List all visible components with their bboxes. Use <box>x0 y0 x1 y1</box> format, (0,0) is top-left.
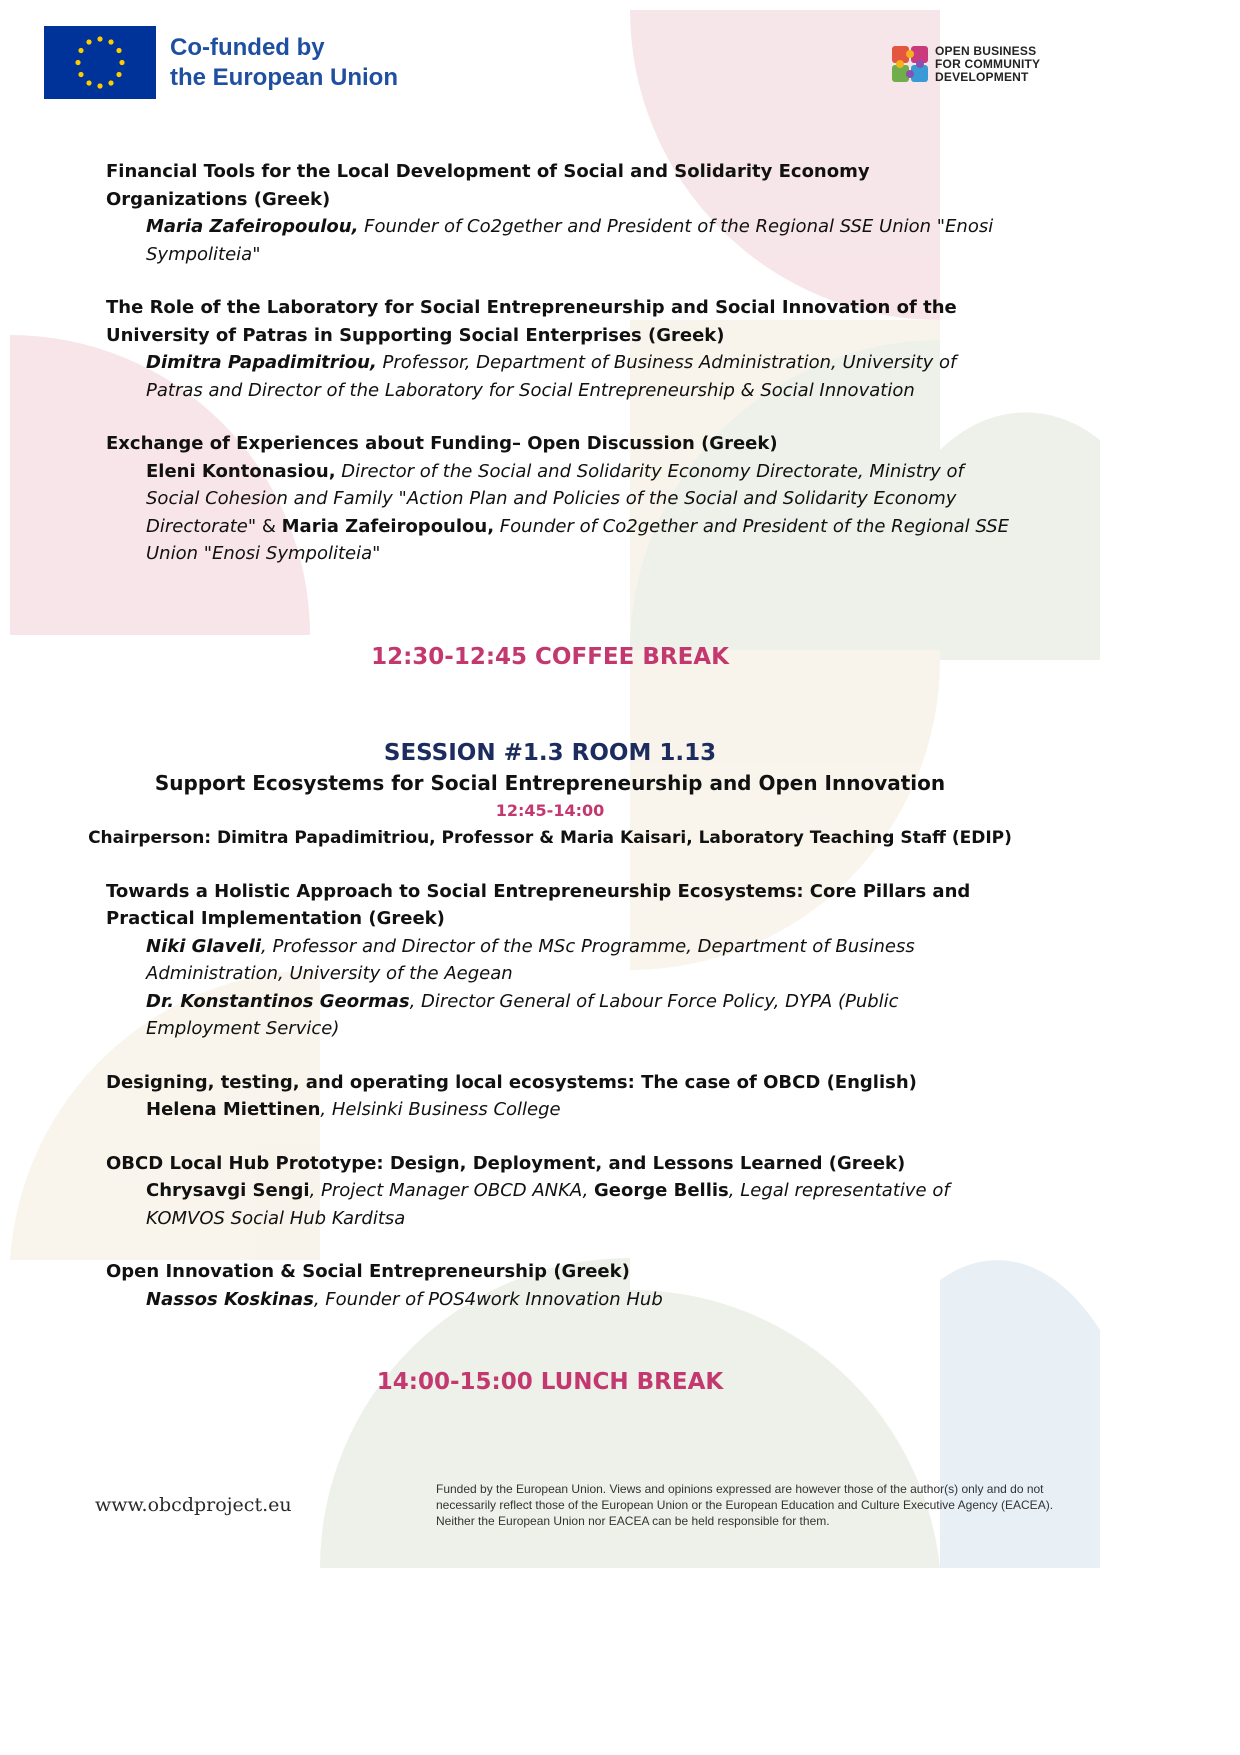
speaker-role: , Helsinki Business College <box>320 1099 561 1120</box>
talk-speakers <box>146 213 1011 268</box>
talk-item <box>106 1069 1011 1124</box>
talk-item <box>106 1258 1011 1313</box>
obcd-logo <box>890 44 1040 84</box>
speaker-name: Dr. Konstantinos Geormas <box>146 990 410 1012</box>
speaker-role: Founder of Co2gether and President of the Regional SSE Union "Enosi Sympoliteia" <box>146 216 994 265</box>
talk-item <box>106 878 1011 1043</box>
speaker-joiner: & <box>256 515 282 537</box>
speaker-role: , Professor and Director of the MSc Programme, Department of Business Administration, University of the Aegean <box>146 935 915 984</box>
talk-title: Exchange of Experiences about Funding– Open Discussion (Greek) <box>106 433 778 454</box>
speaker-role: Director of the Social and Solidarity Economy Directorate, Ministry of Social Cohesion and Family "Action Plan and Policies of the Social and Solidarity Economy Directorate" <box>146 460 964 537</box>
speaker-name: George Bellis <box>594 1180 729 1201</box>
puzzle-icon <box>890 44 930 84</box>
talk-title: The Role of the Laboratory for Social Entrepreneurship and Social Innovation of the University of Patras in Supporting Social Enterprises (Greek) <box>106 297 957 346</box>
funding-disclaimer: Funded by the European Union. Views and opinions expressed are however those of the author(s) only and do not necessarily reflect those of the European Union or the European Education and Culture Executive Agency (EACEA). Neither the European Union nor EACEA can be held responsible for them. <box>436 1482 1054 1528</box>
coffee-break-heading: 12:30-12:45 COFFEE BREAK <box>371 643 729 670</box>
speaker-role: Professor, Department of Business Administration, University of Patras and Director of the Laboratory for Social Entrepreneurship & Social Innovation <box>146 352 957 401</box>
speaker-name: Eleni Kontonasiou, <box>146 460 336 482</box>
session-title: Support Ecosystems for Social Entrepreneurship and Open Innovation <box>154 770 946 795</box>
website-link[interactable]: www.obcdproject.eu <box>95 1494 292 1516</box>
speaker-name: Maria Zafeiropoulou, <box>146 216 359 237</box>
eu-cofunded-logo <box>44 26 398 99</box>
speaker-role: , Director General of Labour Force Policy, DYPA (Public Employment Service) <box>146 990 899 1039</box>
talk-item <box>106 1150 1011 1233</box>
speaker-role: , Legal representative of KOMVOS Social Hub Karditsa <box>146 1180 950 1229</box>
obcd-logo-line1: OPEN BUSINESS <box>935 43 1037 58</box>
talk-item <box>106 294 1011 404</box>
talk-speakers <box>146 1286 1011 1314</box>
session-chairperson: Chairperson: Dimitra Papadimitriou, Professor & Maria Kaisari, Laboratory Teaching Staff (EDIP) <box>88 827 1012 848</box>
eu-logo-line1: Co-funded by <box>170 33 325 61</box>
speaker-name: Chrysavgi Sengi <box>146 1180 310 1201</box>
talk-speakers <box>146 458 1011 568</box>
session-heading: SESSION #1.3 ROOM 1.13 <box>383 739 717 766</box>
speaker-role: Founder of Co2gether and President of the Regional SSE Union "Enosi Sympoliteia" <box>146 515 1009 564</box>
talk-title: Financial Tools for the Local Development of Social and Solidarity Economy Organizations (Greek) <box>106 161 870 210</box>
talk-speakers <box>146 1096 1011 1124</box>
talk-speakers <box>146 988 1011 1043</box>
talk-title: Open Innovation & Social Entrepreneurship (Greek) <box>106 1261 630 1282</box>
talk-title: Designing, testing, and operating local ecosystems: The case of OBCD (English) <box>106 1071 917 1093</box>
speaker-name: Maria Zafeiropoulou, <box>281 515 495 537</box>
talk-title: Towards a Holistic Approach to Social Entrepreneurship Ecosystems: Core Pillars and Practical Implementation (Greek) <box>106 880 971 929</box>
talk-item <box>106 430 1011 568</box>
lunch-break-heading: 14:00-15:00 LUNCH BREAK <box>376 1369 724 1395</box>
talk-item <box>106 158 1011 268</box>
obcd-logo-line3: DEVELOPMENT <box>935 69 1029 84</box>
talk-speakers <box>146 349 1011 404</box>
programme-content <box>88 158 1012 1397</box>
eu-flag-icon <box>44 26 156 99</box>
talk-speakers <box>146 1177 1011 1232</box>
talk-speakers <box>146 933 1011 988</box>
speaker-name: Helena Miettinen <box>146 1099 321 1120</box>
speaker-role: , Founder of POS4work Innovation Hub <box>313 1288 663 1310</box>
speaker-role: , Project Manager OBCD ANKA, <box>309 1180 589 1201</box>
session-time: 12:45-14:00 <box>495 800 605 820</box>
speaker-name: Nassos Koskinas <box>146 1288 314 1310</box>
speaker-name: Dimitra Papadimitriou, <box>146 352 377 373</box>
obcd-logo-line2: FOR COMMUNITY <box>935 56 1041 71</box>
talk-title: OBCD Local Hub Prototype: Design, Deployment, and Lessons Learned (Greek) <box>106 1152 906 1174</box>
eu-logo-line2: the European Union <box>170 63 398 91</box>
speaker-name: Niki Glaveli <box>146 935 262 957</box>
